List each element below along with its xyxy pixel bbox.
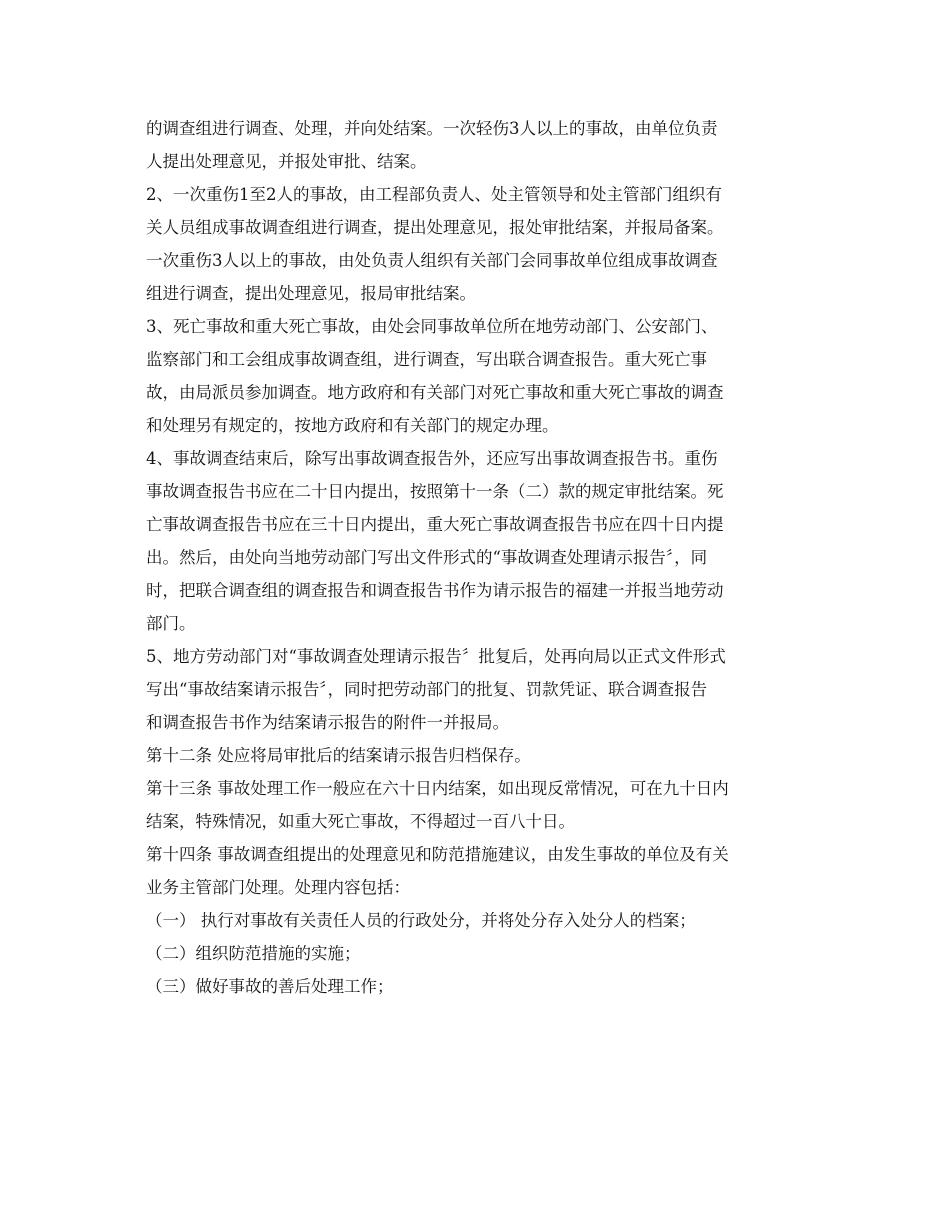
text-line: 的调查组进行调查、处理，并向处结案。一次轻伤3人以上的事故，由单位负责 bbox=[146, 119, 718, 138]
text-line: 和调查报告书作为结案请示报告的附件一并报局。 bbox=[146, 713, 509, 732]
paragraph-item-2 bbox=[146, 178, 811, 310]
list-item-2 bbox=[146, 937, 811, 970]
text-line: 结案，特殊情况，如重大死亡事故，不得超过一百八十日。 bbox=[146, 812, 575, 831]
list-item-1 bbox=[146, 904, 811, 937]
text-line: 3、死亡事故和重大死亡事故，由处会同事故单位所在地劳动部门、公安部门、 bbox=[146, 317, 718, 336]
text-line: 业务主管部门处理。处理内容包括： bbox=[146, 878, 410, 897]
text-line: 一次重伤3人以上的事故，由处负责人组织有关部门会同事故单位组成事故调查 bbox=[146, 251, 718, 270]
text-line: 和处理另有规定的，按地方政府和有关部门的规定办理。 bbox=[146, 416, 559, 435]
text-line: 事故调查报告书应在二十日内提出，按照第十一条（二）款的规定审批结案。死 bbox=[146, 482, 724, 501]
text-line: 组进行调查，提出处理意见，报局审批结案。 bbox=[146, 284, 476, 303]
text-line: （三）做好事故的善后处理工作； bbox=[146, 977, 394, 996]
text-line: 出。然后，由处向当地劳动部门写出文件形式的“事故调查处理请示报告〞，同 bbox=[146, 548, 708, 567]
paragraph-item-3 bbox=[146, 310, 811, 442]
text-line: 时，把联合调查组的调查报告和调查报告书作为请示报告的福建一并报当地劳动 bbox=[146, 581, 724, 600]
text-line: 写出“事故结案请示报告〞，同时把劳动部门的批复、罚款凭证、联合调查报告 bbox=[146, 680, 708, 699]
text-line: 第十三条 事故处理工作一般应在六十日内结案，如出现反常情况，可在九十日内 bbox=[146, 779, 729, 798]
text-line: 关人员组成事故调查组进行调查，提出处理意见，报处审批结案，并报局备案。 bbox=[146, 218, 724, 237]
article-13 bbox=[146, 772, 811, 838]
text-line: 亡事故调查报告书应在三十日内提出，重大死亡事故调查报告书应在四十日内提 bbox=[146, 515, 724, 534]
text-line: 监察部门和工会组成事故调查组，进行调查，写出联合调查报告。重大死亡事 bbox=[146, 350, 707, 369]
list-item-3 bbox=[146, 970, 811, 1003]
text-line: 第十四条 事故调查组提出的处理意见和防范措施建议，由发生事故的单位及有关 bbox=[146, 845, 729, 864]
text-line: 部门。 bbox=[146, 614, 196, 633]
text-line: （一） 执行对事故有关责任人员的行政处分，并将处分存入处分人的档案； bbox=[146, 911, 696, 930]
paragraph-continuation bbox=[146, 112, 811, 178]
article-14 bbox=[146, 838, 811, 904]
paragraph-item-4 bbox=[146, 442, 811, 640]
text-line: 2、一次重伤1至2人的事故，由工程部负责人、处主管领导和处主管部门组织有 bbox=[146, 185, 722, 204]
text-line: 第十二条 处应将局审批后的结案请示报告归档保存。 bbox=[146, 746, 531, 765]
text-line: 5、地方劳动部门对“事故调查处理请示报告〞批复后，处再向局以正式文件形式 bbox=[146, 647, 726, 666]
document-body bbox=[146, 112, 811, 1003]
text-line: 故，由局派员参加调查。地方政府和有关部门对死亡事故和重大死亡事故的调查 bbox=[146, 383, 724, 402]
text-line: 人提出处理意见，并报处审批、结案。 bbox=[146, 152, 427, 171]
article-12 bbox=[146, 739, 811, 772]
paragraph-item-5 bbox=[146, 640, 811, 739]
text-line: 4、事故调查结束后，除写出事故调查报告外，还应写出事故调查报告书。重伤 bbox=[146, 449, 718, 468]
text-line: （二）组织防范措施的实施； bbox=[146, 944, 361, 963]
